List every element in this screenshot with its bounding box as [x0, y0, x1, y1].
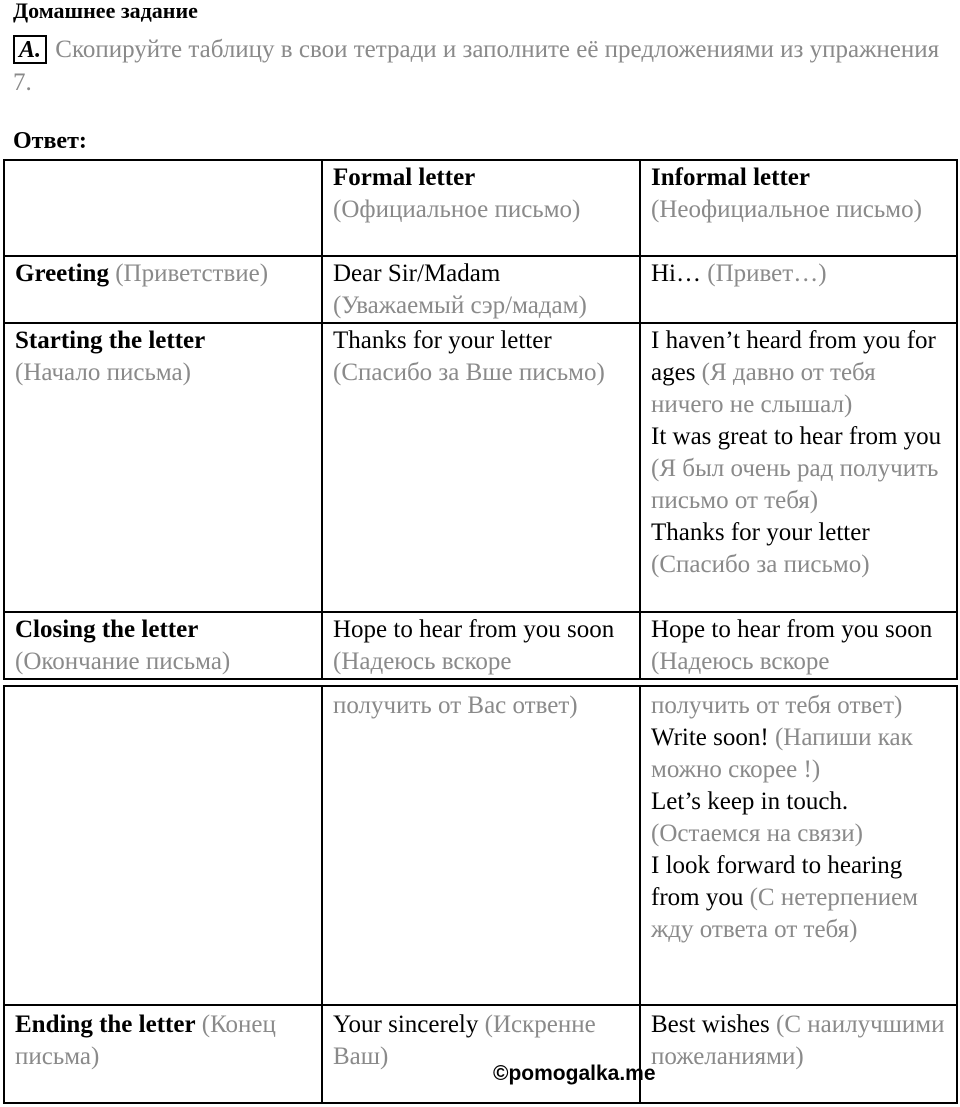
closing-informal-en: I look forward to hearing from you: [651, 852, 903, 911]
greeting-label-cell: [4, 256, 322, 323]
closing-informal-tr: (Напиши как можно скорее !): [651, 724, 913, 783]
closing-informal-translation-continued: получить от тебя ответ): [651, 692, 903, 719]
closing-informal-translation: (Надеюсь вскоре: [651, 648, 830, 675]
starting-informal-en: Thanks for your letter: [651, 519, 870, 546]
homework-title: Домашнее задание: [13, 0, 198, 23]
starting-informal-tr: (Спасибо за письмо): [651, 551, 870, 578]
table-row-greeting: [4, 256, 957, 323]
closing-informal-cell: [640, 612, 957, 679]
ending-informal: Best wishes: [651, 1011, 770, 1038]
table-header-row: [4, 160, 957, 256]
closing-continued-empty-cell: [4, 686, 322, 1005]
starting-label-cell: [4, 323, 322, 612]
closing-label: Closing the letter: [15, 616, 199, 643]
greeting-informal-cell: [640, 256, 957, 323]
greeting-formal-translation: (Уважаемый сэр/мадам): [333, 292, 587, 319]
greeting-formal-cell: [322, 256, 640, 323]
starting-informal-tr: (Я давно от тебя ничего не слышал): [651, 359, 876, 418]
task-letter-badge: А.: [13, 35, 47, 64]
ending-formal-cell: [322, 1005, 640, 1103]
ending-formal-translation: (Искренне Ваш): [333, 1011, 596, 1070]
closing-informal-tr: (Остаемся на связи): [651, 820, 863, 847]
starting-informal-tr: (Я был очень рад получить письмо от тебя): [651, 455, 939, 514]
informal-letter-translation: (Неофициальное письмо): [651, 196, 922, 223]
ending-informal-translation: (С наилучшими пожеланиями): [651, 1011, 945, 1070]
starting-formal: Thanks for your letter: [333, 327, 552, 354]
ending-informal-cell: [640, 1005, 957, 1103]
greeting-informal-translation: (Привет…): [707, 260, 827, 287]
closing-informal-en: Write soon!: [651, 724, 769, 751]
task-instruction: [13, 33, 943, 99]
starting-label-translation: (Начало письма): [15, 359, 191, 386]
header-informal-cell: [640, 160, 957, 256]
starting-informal-en: It was great to hear from you: [651, 423, 942, 450]
closing-label-translation: (Окончание письма): [15, 648, 231, 675]
letter-table-part-2: [3, 685, 958, 1104]
closing-formal-cell: [322, 612, 640, 679]
table-row-closing: [4, 612, 957, 679]
starting-informal-phrase: [651, 421, 948, 517]
ending-label-cell: [4, 1005, 322, 1103]
ending-formal: Your sincerely: [333, 1011, 479, 1038]
formal-letter-translation: (Официальное письмо): [333, 196, 581, 223]
table-row-starting: [4, 323, 957, 612]
ending-label-translation: (Конец письма): [15, 1011, 276, 1070]
closing-formal-translation-continued: получить от Вас ответ): [333, 692, 578, 719]
closing-formal-translation: (Надеюсь вскоре: [333, 648, 512, 675]
closing-informal: Hope to hear from you soon: [651, 616, 933, 643]
starting-label: Starting the letter: [15, 327, 206, 354]
starting-formal-cell: [322, 323, 640, 612]
closing-informal-tr: (С нетерпением жду ответа от тебя): [651, 884, 919, 943]
closing-informal-phrase: [651, 850, 948, 946]
closing-informal-continued-cell: [640, 686, 957, 1005]
starting-informal-phrase: [651, 325, 948, 421]
greeting-label: Greeting: [15, 260, 109, 287]
task-text: Скопируйте таблицу в свои тетради и заполните её предложениями из упражнения 7.: [13, 36, 940, 96]
letter-table-part-1: [3, 159, 958, 680]
ending-label: Ending the letter: [15, 1011, 196, 1038]
closing-formal: Hope to hear from you soon: [333, 616, 615, 643]
formal-letter-heading: Formal letter: [333, 164, 476, 191]
table-row-closing-continued: [4, 686, 957, 1005]
header-empty-cell: [4, 160, 322, 256]
header-formal-cell: [322, 160, 640, 256]
starting-informal-phrase: [651, 517, 948, 581]
starting-formal-translation: (Спасибо за Вше письмо): [333, 359, 605, 386]
closing-informal-phrase: [651, 722, 948, 786]
closing-label-cell: [4, 612, 322, 679]
greeting-formal: Dear Sir/Madam: [333, 260, 501, 287]
closing-informal-phrase: [651, 786, 948, 850]
closing-informal-en: Let’s keep in touch.: [651, 788, 849, 815]
watermark: ©pomogalka.me: [493, 1062, 656, 1085]
table-row-ending: [4, 1005, 957, 1103]
starting-informal-en: I haven’t heard from you for ages: [651, 327, 936, 386]
informal-letter-heading: Informal letter: [651, 164, 810, 191]
closing-formal-continued-cell: [322, 686, 640, 1005]
greeting-label-translation: (Приветствие): [115, 260, 269, 287]
starting-informal-cell: [640, 323, 957, 612]
answer-label: Ответ:: [13, 128, 87, 154]
greeting-informal: Hi…: [651, 260, 701, 287]
